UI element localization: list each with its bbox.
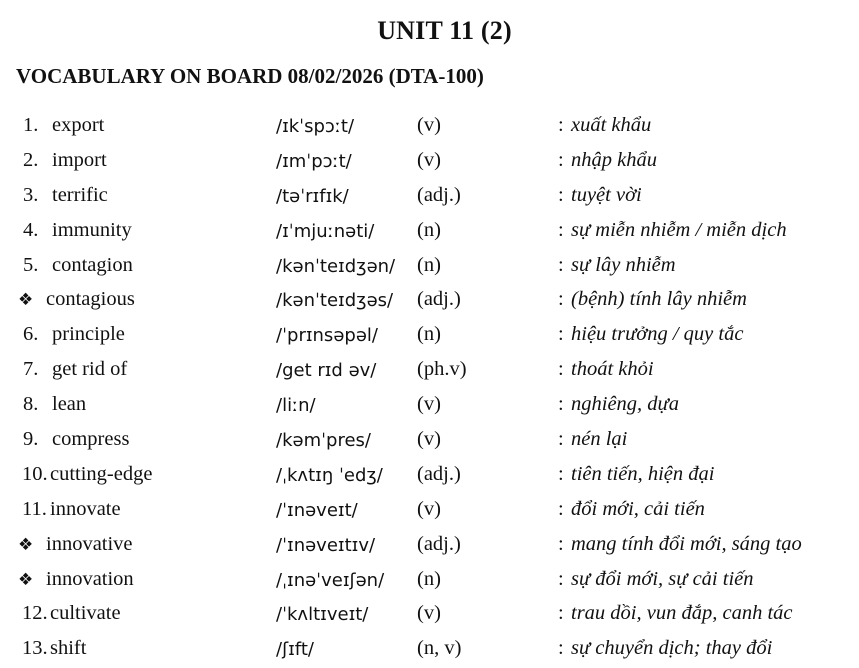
vocab-part-of-speech: (v) <box>417 428 441 451</box>
bullet-diamond-icon: ❖ <box>18 290 34 311</box>
vocab-row <box>0 250 859 285</box>
vocab-row <box>0 459 859 494</box>
vocab-row <box>0 564 859 599</box>
vocab-meaning: trau dồi, vun đắp, canh tác <box>571 602 793 625</box>
bullet-diamond-icon: ❖ <box>18 569 34 590</box>
vocab-meaning: sự đổi mới, sự cải tiến <box>571 567 754 590</box>
vocab-word: export <box>52 114 105 136</box>
vocab-word: innovative <box>46 532 133 555</box>
separator-colon: : <box>558 393 564 416</box>
vocabulary-list <box>0 110 859 668</box>
document-subtitle: VOCABULARY ON BOARD 08/02/2026 (DTA-100) <box>16 64 484 88</box>
vocab-pronunciation: /kəmˈpres/ <box>276 430 371 452</box>
item-number: 11. <box>22 497 47 520</box>
vocab-row <box>0 529 859 564</box>
vocab-pronunciation: /get rɪd əv/ <box>276 360 377 382</box>
document-title: UNIT 11 (2) <box>377 16 512 45</box>
vocab-word: innovate <box>50 497 121 520</box>
separator-colon: : <box>558 183 564 206</box>
vocab-pronunciation: /ɪmˈpɔːt/ <box>276 150 352 172</box>
vocab-meaning: hiệu trưởng / quy tắc <box>571 323 744 346</box>
vocab-meaning: thoát khỏi <box>571 358 654 381</box>
vocab-row <box>0 284 859 319</box>
vocab-pronunciation: /ˈkʌltɪveɪt/ <box>276 604 369 626</box>
vocab-row <box>0 389 859 424</box>
vocab-word: shift <box>50 637 87 660</box>
vocab-meaning: đổi mới, cải tiến <box>571 497 705 520</box>
vocab-part-of-speech: (ph.v) <box>417 358 467 381</box>
item-number: 3. <box>23 183 39 206</box>
separator-colon: : <box>558 532 564 555</box>
vocab-pronunciation: /ˌkʌtɪŋ ˈedʒ/ <box>276 464 383 486</box>
item-number: 2. <box>23 148 39 171</box>
vocab-part-of-speech: (v) <box>417 148 441 171</box>
vocab-word: compress <box>52 428 130 451</box>
vocab-pronunciation: /kənˈteɪdʒən/ <box>276 255 396 277</box>
vocab-part-of-speech: (adj.) <box>417 183 461 206</box>
separator-colon: : <box>558 148 564 171</box>
vocab-meaning: nghiêng, dựa <box>571 393 679 416</box>
separator-colon: : <box>558 428 564 451</box>
vocab-meaning: tiên tiến, hiện đại <box>571 462 715 485</box>
separator-colon: : <box>558 637 564 660</box>
vocab-part-of-speech: (adj.) <box>417 462 461 485</box>
vocab-pronunciation: /ˈɪnəveɪtɪv/ <box>276 534 376 556</box>
item-number: 1. <box>23 114 39 136</box>
vocab-meaning: sự chuyển dịch; thay đổi <box>571 637 773 660</box>
vocab-pronunciation: /ˈprɪnsəpəl/ <box>276 325 378 347</box>
vocab-part-of-speech: (adj.) <box>417 532 461 555</box>
vocab-meaning: sự miễn nhiễm / miễn dịch <box>571 218 787 241</box>
vocab-pronunciation: /kənˈteɪdʒəs/ <box>276 290 394 312</box>
vocab-word: contagious <box>46 288 135 311</box>
item-number: 6. <box>23 323 39 346</box>
vocab-pronunciation: /ɪˈmjuːnəti/ <box>276 220 375 242</box>
vocab-word: get rid of <box>52 358 128 381</box>
vocab-meaning: (bệnh) tính lây nhiễm <box>571 288 747 311</box>
vocab-word: cutting-edge <box>50 462 153 485</box>
vocab-row <box>0 215 859 250</box>
separator-colon: : <box>558 288 564 311</box>
vocab-part-of-speech: (v) <box>417 393 441 416</box>
vocab-part-of-speech: (v) <box>417 602 441 625</box>
vocab-meaning: tuyệt vời <box>571 183 642 206</box>
vocab-part-of-speech: (n) <box>417 567 441 590</box>
vocab-meaning: mang tính đổi mới, sáng tạo <box>571 532 802 555</box>
vocab-part-of-speech: (n) <box>417 323 441 346</box>
separator-colon: : <box>558 114 564 136</box>
vocab-pronunciation: /ˌɪnəˈveɪʃən/ <box>276 569 385 591</box>
vocab-row <box>0 110 859 145</box>
vocab-word: terrific <box>52 183 108 206</box>
vocab-pronunciation: /liːn/ <box>276 395 316 417</box>
item-number: 9. <box>23 428 39 451</box>
separator-colon: : <box>558 358 564 381</box>
item-number: 5. <box>23 253 39 276</box>
vocab-meaning: nén lại <box>571 428 628 451</box>
vocab-word: contagion <box>52 253 133 276</box>
vocab-part-of-speech: (n) <box>417 218 441 241</box>
vocab-row <box>0 145 859 180</box>
separator-colon: : <box>558 323 564 346</box>
vocab-meaning: xuất khẩu <box>571 114 652 136</box>
vocab-row <box>0 633 859 668</box>
vocab-row <box>0 180 859 215</box>
item-number: 7. <box>23 358 39 381</box>
vocab-row <box>0 424 859 459</box>
item-number: 8. <box>23 393 39 416</box>
vocab-part-of-speech: (n) <box>417 253 441 276</box>
vocab-row <box>0 319 859 354</box>
vocab-word: principle <box>52 323 125 346</box>
vocab-word: import <box>52 148 107 171</box>
vocab-pronunciation: /ɪkˈspɔːt/ <box>276 116 355 137</box>
vocab-pronunciation: /təˈrɪfɪk/ <box>276 185 349 207</box>
vocab-meaning: sự lây nhiễm <box>571 253 676 276</box>
separator-colon: : <box>558 602 564 625</box>
vocab-word: innovation <box>46 567 134 590</box>
vocab-meaning: nhập khẩu <box>571 148 657 171</box>
item-number: 4. <box>23 218 39 241</box>
vocab-part-of-speech: (adj.) <box>417 288 461 311</box>
vocab-part-of-speech: (v) <box>417 114 441 136</box>
separator-colon: : <box>558 218 564 241</box>
vocab-part-of-speech: (n, v) <box>417 637 462 660</box>
vocab-row <box>0 354 859 389</box>
vocab-row <box>0 598 859 633</box>
vocab-word: lean <box>52 393 87 416</box>
vocab-pronunciation: /ʃɪft/ <box>276 639 314 661</box>
separator-colon: : <box>558 253 564 276</box>
separator-colon: : <box>558 462 564 485</box>
bullet-diamond-icon: ❖ <box>18 534 34 555</box>
vocab-part-of-speech: (v) <box>417 497 441 520</box>
vocab-row <box>0 494 859 529</box>
vocab-word: cultivate <box>50 602 121 625</box>
item-number: 10. <box>22 462 48 485</box>
separator-colon: : <box>558 567 564 590</box>
vocab-pronunciation: /ˈɪnəveɪt/ <box>276 499 358 521</box>
item-number: 13. <box>22 637 48 660</box>
item-number: 12. <box>22 602 48 625</box>
vocab-word: immunity <box>52 218 132 241</box>
separator-colon: : <box>558 497 564 520</box>
